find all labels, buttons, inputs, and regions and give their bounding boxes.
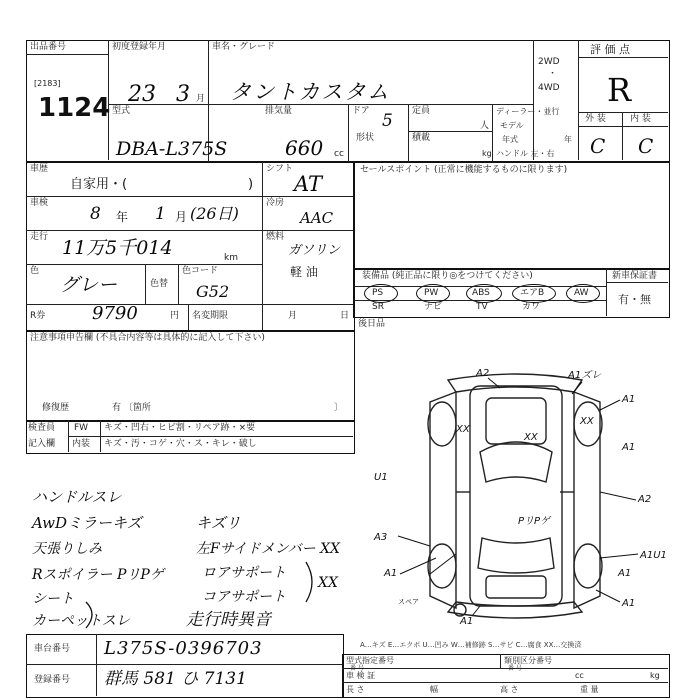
mark-xx-left: XX [456,424,470,435]
checker-label: 検査員 [28,423,56,433]
note-ceiling: 天張りしみ [32,541,102,557]
mark-a1-right-front: A1 [622,394,636,405]
note-side-member: 左Fサイドメンバー XX [196,541,340,557]
interior-value: C [638,134,654,158]
mark-a1u1: A1U1 [640,550,667,561]
cc-label: cc [575,671,584,680]
mark-a1-left-rear: A1 [384,568,398,579]
notes-title: 注意事項申告欄 (不具合内容等は具体的に記入して下さい) [30,333,265,343]
inspection-day: (26日) [190,204,239,223]
first-registration-label: 初度登録年月 [112,42,167,52]
note-lower-support: ロアサポート [202,565,286,581]
plate-number: 群馬 581 ひ 7131 [104,669,247,689]
equip-leather: カワ [522,302,541,312]
interior-label: 内 装 [630,114,651,124]
lot-number: 1124 [38,93,111,123]
color-value: グレー [60,274,118,296]
equip-tv: TV [476,302,488,312]
mileage-value: 11万5千014 [62,237,173,259]
wheel-rl [428,544,456,588]
car-left-side [430,392,456,608]
spare-label: スペア [398,598,419,606]
door-value: 5 [382,111,393,131]
recycle-unit: 円 [170,311,180,321]
note-seat: シート [32,591,74,607]
exterior-value: C [590,134,606,158]
color-code-value: G52 [196,282,230,301]
fuel-value: ガソリン [288,243,341,258]
wheel-fl [428,402,456,446]
registration-month: 3 [176,82,190,107]
warranty-value: 有・無 [618,293,651,306]
note-handle: ハンドルスレ [32,488,122,506]
dealer-label: ディーラー・並行 [496,107,560,116]
equip-abs: ABS [472,288,490,298]
model-value: DBA-L375S [116,138,228,160]
car-windshield [480,442,552,482]
note-scratch: キズリ [196,514,241,532]
displacement-label: 排気量 [265,106,293,116]
lot-number-label: 出品番号 [30,42,67,52]
fuel-alt: 軽 油 [290,265,318,279]
inspection-year-unit: 年 [116,210,129,224]
entry-label: 記入欄 [28,439,56,449]
car-damage-diagram [360,362,670,630]
mark-a1-rear-bumper: A1 [460,616,474,627]
expiry-day-unit: 日 [340,311,350,321]
height-label: 高 さ [500,685,519,694]
car-rear-window [478,538,554,573]
load-label: 積載 [412,133,431,143]
registration-year: 23 [128,82,156,107]
history-value: 自家用・( [70,177,128,192]
note-carpet: カーペットスレ [32,613,130,629]
note-replaced: XX [318,575,338,591]
class-number-label: 類別区分番号 [504,656,552,665]
repair-value: 有 〔箇所 [112,403,151,413]
note-core-support: コアサポート [202,589,286,605]
length-label: 長 さ [346,685,365,694]
car-front-bumper [448,374,582,392]
mark-paint-peel: PリPゲ [518,516,551,527]
car-tailgate [486,576,546,598]
spec-number-label: 型式指定番号 [346,656,394,665]
equip-pw: PW [424,288,439,298]
registration-cert-label: 車 検 証 [346,671,376,680]
mark-a3: A3 [374,532,388,543]
mark-a1-right: A1 [622,442,636,453]
repair-close: 〕 [334,403,344,413]
lot-sub-number: [2183] [34,79,61,88]
fuel-label: 燃料 [266,232,285,242]
kg-label: kg [650,671,660,680]
inspection-year: 8 [90,204,101,224]
history-close: ) [248,177,254,192]
load-unit: kg [482,149,492,158]
capacity-unit: 人 [480,121,490,131]
sales-title: セールスポイント (正常に機能するものに限ります) [360,165,568,175]
color-label: 色 [30,266,40,276]
exterior-label: 外 装 [585,114,606,124]
ac-value: AAC [300,209,334,227]
note-noise: 走行時異音 [186,610,271,630]
shift-value: AT [294,172,323,196]
inspection-label: 車検 [30,198,49,208]
note-spoiler: Rスポイラー PリPゲ [32,567,164,583]
interior-check-label: 内装 [72,439,91,449]
score-value: R [607,71,632,109]
recycle-label: R券 [30,311,46,321]
year-unit: 年 [564,135,572,144]
interior-items: キズ・汚・コゲ・穴・ス・キレ・破し [104,439,257,449]
door-label: ドア [352,106,370,116]
fw-items: キズ・凹右・ヒビ割・リペア跡・×要 [104,423,256,433]
warranty-label: 新車保証書 [612,271,658,281]
mark-u1: U1 [374,472,388,483]
spec-number-sub: 番 号 [350,665,364,672]
plate-label: 登録番号 [34,675,71,685]
model-label: 型式 [112,106,131,116]
car-name: タントカスタム [230,80,391,104]
history-label: 車歴 [30,164,49,174]
color-change-label: 色替 [150,279,169,289]
equip-aw: AW [574,288,589,298]
handle-label: ハンドル 左・右 [496,149,555,158]
shape-label: 形状 [356,133,375,143]
mark-a1-shift: A1ズレ [568,370,602,381]
weight-label: 重 量 [580,685,599,694]
mark-a2-right: A2 [638,494,652,505]
score-label: 評 価 点 [590,43,630,56]
mark-a2-front: A2 [476,368,490,379]
recycle-value: 9790 [92,303,138,324]
ac-label: 冷房 [266,198,285,208]
displacement-unit: cc [334,149,344,159]
drive-4wd: 4WD [538,83,560,93]
drive-dot: ・ [548,69,558,79]
displacement-value: 660 [285,136,324,160]
model-year-label: モデル [500,121,524,130]
chassis-label: 車台番号 [34,644,71,654]
car-name-label: 車名・グレード [212,42,276,52]
registration-month-unit: 月 [196,94,206,104]
wheel-rr [574,544,602,588]
equip-sr: SR [372,302,384,312]
shift-label: シフト [266,164,294,174]
width-label: 幅 [430,685,438,694]
note-mirror: AwDミラーキズ [32,514,142,532]
drive-2wd: 2WD [538,57,560,67]
mark-a1-rear-right-2: A1 [618,568,632,579]
mileage-unit: km [224,253,238,263]
mark-a1-rear-right: A1 [622,598,636,609]
repair-label: 修復歴 [42,403,70,413]
equip-ps: PS [372,288,384,298]
mileage-label: 走行 [30,232,49,242]
equip-navi: ナビ [424,302,443,312]
equipment-title: 装備品 (純正品に限り◎をつけてください) [362,271,533,281]
mark-xx-center: XX [524,432,538,443]
damage-legend: A…キズ E…エクボ U…凹み W…補修跡 S…サビ C…腐食 XX…交換済 [360,641,582,649]
name-change-label: 名変期限 [192,311,229,321]
seat-label: 後日品 [358,319,386,329]
mark-xx-right: XX [580,416,594,427]
chassis-number: L375S-0396703 [104,638,263,659]
inspection-month-unit: 月 [175,210,188,224]
color-code-label: 色コード [182,266,219,276]
equip-airbag: エアB [520,288,545,298]
inspection-month: 1 [155,204,166,224]
capacity-label: 定員 [412,106,431,116]
class-number-sub: 番 号 [508,665,522,672]
year-label: 年式 [502,135,518,144]
expiry-month-unit: 月 [288,311,298,321]
fw-label: FW [74,423,89,433]
